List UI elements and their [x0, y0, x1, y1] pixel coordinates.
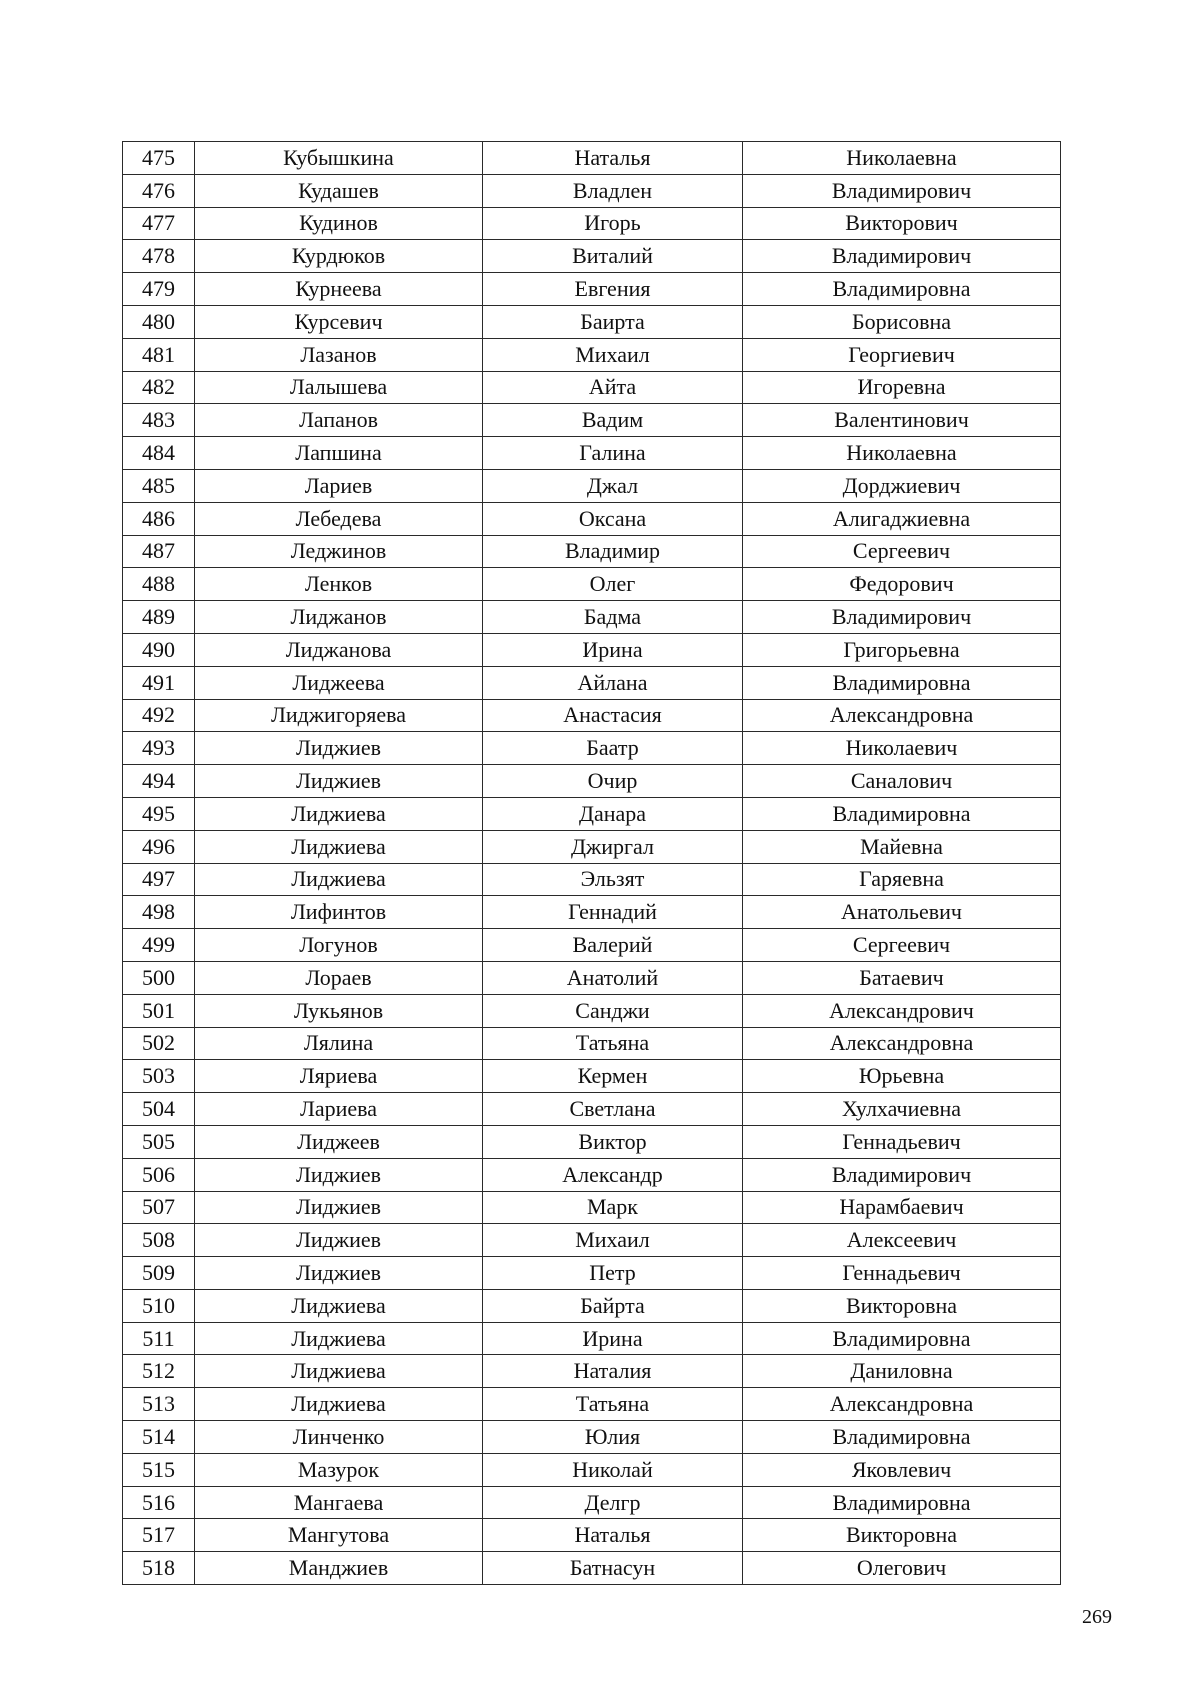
- patronymic-cell: Владимировна: [743, 1486, 1061, 1519]
- row-number: 509: [123, 1257, 195, 1290]
- patronymic-cell: Саналович: [743, 765, 1061, 798]
- table-row: [123, 1158, 1061, 1191]
- row-number: 505: [123, 1125, 195, 1158]
- first-name-cell: Татьяна: [483, 1388, 743, 1421]
- patronymic-cell: Даниловна: [743, 1355, 1061, 1388]
- first-name-cell: Айта: [483, 371, 743, 404]
- first-name-cell: Александр: [483, 1158, 743, 1191]
- patronymic-cell: Александровна: [743, 1027, 1061, 1060]
- row-number: 511: [123, 1322, 195, 1355]
- patronymic-cell: Григорьевна: [743, 633, 1061, 666]
- patronymic-cell: Александровна: [743, 699, 1061, 732]
- table-row: [123, 437, 1061, 470]
- surname-cell: Лиджиева: [195, 797, 483, 830]
- first-name-cell: Юлия: [483, 1421, 743, 1454]
- row-number: 492: [123, 699, 195, 732]
- patronymic-cell: Владимировна: [743, 1421, 1061, 1454]
- surname-cell: Лораев: [195, 961, 483, 994]
- row-number: 517: [123, 1519, 195, 1552]
- first-name-cell: Анастасия: [483, 699, 743, 732]
- row-number: 485: [123, 469, 195, 502]
- first-name-cell: Айлана: [483, 666, 743, 699]
- surname-cell: Кудашев: [195, 174, 483, 207]
- surname-cell: Лифинтов: [195, 896, 483, 929]
- table-row: [123, 142, 1061, 175]
- table-row: [123, 535, 1061, 568]
- surname-cell: Лебедева: [195, 502, 483, 535]
- table-row: [123, 207, 1061, 240]
- first-name-cell: Джиргал: [483, 830, 743, 863]
- patronymic-cell: Викторовна: [743, 1519, 1061, 1552]
- table-row: [123, 896, 1061, 929]
- patronymic-cell: Федорович: [743, 568, 1061, 601]
- patronymic-cell: Владимирович: [743, 174, 1061, 207]
- patronymic-cell: Борисовна: [743, 305, 1061, 338]
- table-row: [123, 633, 1061, 666]
- patronymic-cell: Георгиевич: [743, 338, 1061, 371]
- patronymic-cell: Геннадьевич: [743, 1125, 1061, 1158]
- first-name-cell: Владлен: [483, 174, 743, 207]
- surname-cell: Лиджеева: [195, 666, 483, 699]
- first-name-cell: Делгр: [483, 1486, 743, 1519]
- surname-cell: Манджиев: [195, 1552, 483, 1585]
- row-number: 498: [123, 896, 195, 929]
- table-row: [123, 568, 1061, 601]
- patronymic-cell: Владимирович: [743, 1158, 1061, 1191]
- patronymic-cell: Александровна: [743, 1388, 1061, 1421]
- patronymic-cell: Викторович: [743, 207, 1061, 240]
- patronymic-cell: Алигаджиевна: [743, 502, 1061, 535]
- first-name-cell: Наталья: [483, 142, 743, 175]
- row-number: 512: [123, 1355, 195, 1388]
- surname-cell: Леджинов: [195, 535, 483, 568]
- row-number: 499: [123, 929, 195, 962]
- patronymic-cell: Олегович: [743, 1552, 1061, 1585]
- patronymic-cell: Геннадьевич: [743, 1257, 1061, 1290]
- first-name-cell: Ирина: [483, 633, 743, 666]
- surname-cell: Лиджиева: [195, 1388, 483, 1421]
- surname-cell: Лариева: [195, 1093, 483, 1126]
- patronymic-cell: Нарамбаевич: [743, 1191, 1061, 1224]
- surname-cell: Курдюков: [195, 240, 483, 273]
- first-name-cell: Михаил: [483, 338, 743, 371]
- table-row: [123, 601, 1061, 634]
- first-name-cell: Валерий: [483, 929, 743, 962]
- first-name-cell: Николай: [483, 1453, 743, 1486]
- patronymic-cell: Майевна: [743, 830, 1061, 863]
- surname-cell: Ленков: [195, 568, 483, 601]
- surname-cell: Лиджиева: [195, 1355, 483, 1388]
- surname-cell: Лиджиев: [195, 1257, 483, 1290]
- row-number: 481: [123, 338, 195, 371]
- surname-cell: Лиджиева: [195, 1322, 483, 1355]
- first-name-cell: Наталия: [483, 1355, 743, 1388]
- table-row: [123, 797, 1061, 830]
- table-row: [123, 1060, 1061, 1093]
- table-row: [123, 174, 1061, 207]
- table-row: [123, 1322, 1061, 1355]
- patronymic-cell: Валентинович: [743, 404, 1061, 437]
- first-name-cell: Евгения: [483, 273, 743, 306]
- surname-cell: Лялина: [195, 1027, 483, 1060]
- row-number: 508: [123, 1224, 195, 1257]
- table-row: [123, 863, 1061, 896]
- surname-cell: Кубышкина: [195, 142, 483, 175]
- patronymic-cell: Владимировна: [743, 1322, 1061, 1355]
- first-name-cell: Виктор: [483, 1125, 743, 1158]
- surname-cell: Мангутова: [195, 1519, 483, 1552]
- row-number: 495: [123, 797, 195, 830]
- surname-cell: Кудинов: [195, 207, 483, 240]
- patronymic-cell: Владимировна: [743, 666, 1061, 699]
- patronymic-cell: Владимирович: [743, 601, 1061, 634]
- first-name-cell: Батнасун: [483, 1552, 743, 1585]
- row-number: 493: [123, 732, 195, 765]
- table-row: [123, 338, 1061, 371]
- row-number: 483: [123, 404, 195, 437]
- row-number: 482: [123, 371, 195, 404]
- row-number: 501: [123, 994, 195, 1027]
- table-row: [123, 1224, 1061, 1257]
- first-name-cell: Бадма: [483, 601, 743, 634]
- first-name-cell: Оксана: [483, 502, 743, 535]
- row-number: 497: [123, 863, 195, 896]
- first-name-cell: Виталий: [483, 240, 743, 273]
- row-number: 490: [123, 633, 195, 666]
- row-number: 489: [123, 601, 195, 634]
- patronymic-cell: Игоревна: [743, 371, 1061, 404]
- table-row: [123, 765, 1061, 798]
- first-name-cell: Владимир: [483, 535, 743, 568]
- surname-cell: Лиджиев: [195, 1224, 483, 1257]
- page-number: 269: [1082, 1606, 1112, 1628]
- table-row: [123, 1027, 1061, 1060]
- surname-cell: Лиджигоряева: [195, 699, 483, 732]
- table-row: [123, 732, 1061, 765]
- surname-cell: Лиджеев: [195, 1125, 483, 1158]
- patronymic-cell: Хулхачиевна: [743, 1093, 1061, 1126]
- first-name-cell: Марк: [483, 1191, 743, 1224]
- row-number: 506: [123, 1158, 195, 1191]
- row-number: 486: [123, 502, 195, 535]
- patronymic-cell: Александрович: [743, 994, 1061, 1027]
- table-row: [123, 666, 1061, 699]
- row-number: 491: [123, 666, 195, 699]
- first-name-cell: Очир: [483, 765, 743, 798]
- first-name-cell: Баирта: [483, 305, 743, 338]
- table-row: [123, 273, 1061, 306]
- row-number: 500: [123, 961, 195, 994]
- first-name-cell: Галина: [483, 437, 743, 470]
- row-number: 487: [123, 535, 195, 568]
- first-name-cell: Санджи: [483, 994, 743, 1027]
- row-number: 477: [123, 207, 195, 240]
- patronymic-cell: Гаряевна: [743, 863, 1061, 896]
- first-name-cell: Петр: [483, 1257, 743, 1290]
- table-row: [123, 1355, 1061, 1388]
- patronymic-cell: Алексеевич: [743, 1224, 1061, 1257]
- row-number: 516: [123, 1486, 195, 1519]
- first-name-cell: Наталья: [483, 1519, 743, 1552]
- row-number: 484: [123, 437, 195, 470]
- surname-cell: Лиджиева: [195, 830, 483, 863]
- table-row: [123, 1125, 1061, 1158]
- surname-cell: Лиджиева: [195, 1289, 483, 1322]
- surname-cell: Логунов: [195, 929, 483, 962]
- row-number: 496: [123, 830, 195, 863]
- table-row: [123, 371, 1061, 404]
- row-number: 475: [123, 142, 195, 175]
- surname-cell: Лалышева: [195, 371, 483, 404]
- table-row: [123, 1257, 1061, 1290]
- table-row: [123, 1093, 1061, 1126]
- surname-cell: Лиджиев: [195, 765, 483, 798]
- surname-cell: Линченко: [195, 1421, 483, 1454]
- surname-cell: Лиджанова: [195, 633, 483, 666]
- surname-cell: Мазурок: [195, 1453, 483, 1486]
- first-name-cell: Вадим: [483, 404, 743, 437]
- row-number: 518: [123, 1552, 195, 1585]
- row-number: 480: [123, 305, 195, 338]
- first-name-cell: Ирина: [483, 1322, 743, 1355]
- table-row: [123, 1191, 1061, 1224]
- surname-cell: Лиджиев: [195, 1191, 483, 1224]
- table-row: [123, 1388, 1061, 1421]
- surname-cell: Лиджиева: [195, 863, 483, 896]
- first-name-cell: Баатр: [483, 732, 743, 765]
- row-number: 514: [123, 1421, 195, 1454]
- row-number: 503: [123, 1060, 195, 1093]
- table-row: [123, 305, 1061, 338]
- first-name-cell: Игорь: [483, 207, 743, 240]
- patronymic-cell: Юрьевна: [743, 1060, 1061, 1093]
- first-name-cell: Михаил: [483, 1224, 743, 1257]
- surname-cell: Лапшина: [195, 437, 483, 470]
- first-name-cell: Геннадий: [483, 896, 743, 929]
- first-name-cell: Данара: [483, 797, 743, 830]
- patronymic-cell: Дорджиевич: [743, 469, 1061, 502]
- table-row: [123, 1421, 1061, 1454]
- patronymic-cell: Николаевич: [743, 732, 1061, 765]
- surname-cell: Лукьянов: [195, 994, 483, 1027]
- surname-cell: Лазанов: [195, 338, 483, 371]
- row-number: 476: [123, 174, 195, 207]
- patronymic-cell: Батаевич: [743, 961, 1061, 994]
- first-name-cell: Светлана: [483, 1093, 743, 1126]
- row-number: 507: [123, 1191, 195, 1224]
- table-row: [123, 1519, 1061, 1552]
- table-row: [123, 830, 1061, 863]
- surname-cell: Лиджанов: [195, 601, 483, 634]
- table-row: [123, 1552, 1061, 1585]
- patronymic-cell: Яковлевич: [743, 1453, 1061, 1486]
- patronymic-cell: Николаевна: [743, 437, 1061, 470]
- row-number: 478: [123, 240, 195, 273]
- row-number: 502: [123, 1027, 195, 1060]
- row-number: 488: [123, 568, 195, 601]
- first-name-cell: Джал: [483, 469, 743, 502]
- table-row: [123, 502, 1061, 535]
- row-number: 510: [123, 1289, 195, 1322]
- table-row: [123, 404, 1061, 437]
- table-row: [123, 1486, 1061, 1519]
- first-name-cell: Олег: [483, 568, 743, 601]
- table-row: [123, 469, 1061, 502]
- table-row: [123, 1453, 1061, 1486]
- surname-cell: Лиджиев: [195, 732, 483, 765]
- surname-cell: Ляриева: [195, 1060, 483, 1093]
- surname-cell: Лариев: [195, 469, 483, 502]
- surname-cell: Лиджиев: [195, 1158, 483, 1191]
- patronymic-cell: Владимировна: [743, 273, 1061, 306]
- patronymic-cell: Анатольевич: [743, 896, 1061, 929]
- table-row: [123, 1289, 1061, 1322]
- surname-cell: Лапанов: [195, 404, 483, 437]
- row-number: 479: [123, 273, 195, 306]
- surname-cell: Курсевич: [195, 305, 483, 338]
- surname-cell: Мангаева: [195, 1486, 483, 1519]
- row-number: 515: [123, 1453, 195, 1486]
- patronymic-cell: Сергеевич: [743, 929, 1061, 962]
- surname-cell: Курнеева: [195, 273, 483, 306]
- first-name-cell: Татьяна: [483, 1027, 743, 1060]
- first-name-cell: Кермен: [483, 1060, 743, 1093]
- patronymic-cell: Викторовна: [743, 1289, 1061, 1322]
- patronymic-cell: Сергеевич: [743, 535, 1061, 568]
- row-number: 504: [123, 1093, 195, 1126]
- patronymic-cell: Владимировна: [743, 797, 1061, 830]
- row-number: 513: [123, 1388, 195, 1421]
- row-number: 494: [123, 765, 195, 798]
- table-row: [123, 961, 1061, 994]
- patronymic-cell: Николаевна: [743, 142, 1061, 175]
- roster-body: [123, 142, 1061, 1585]
- table-row: [123, 994, 1061, 1027]
- table-row: [123, 699, 1061, 732]
- table-row: [123, 929, 1061, 962]
- first-name-cell: Байрта: [483, 1289, 743, 1322]
- table-row: [123, 240, 1061, 273]
- patronymic-cell: Владимирович: [743, 240, 1061, 273]
- roster-table: [122, 141, 1061, 1585]
- first-name-cell: Эльзят: [483, 863, 743, 896]
- first-name-cell: Анатолий: [483, 961, 743, 994]
